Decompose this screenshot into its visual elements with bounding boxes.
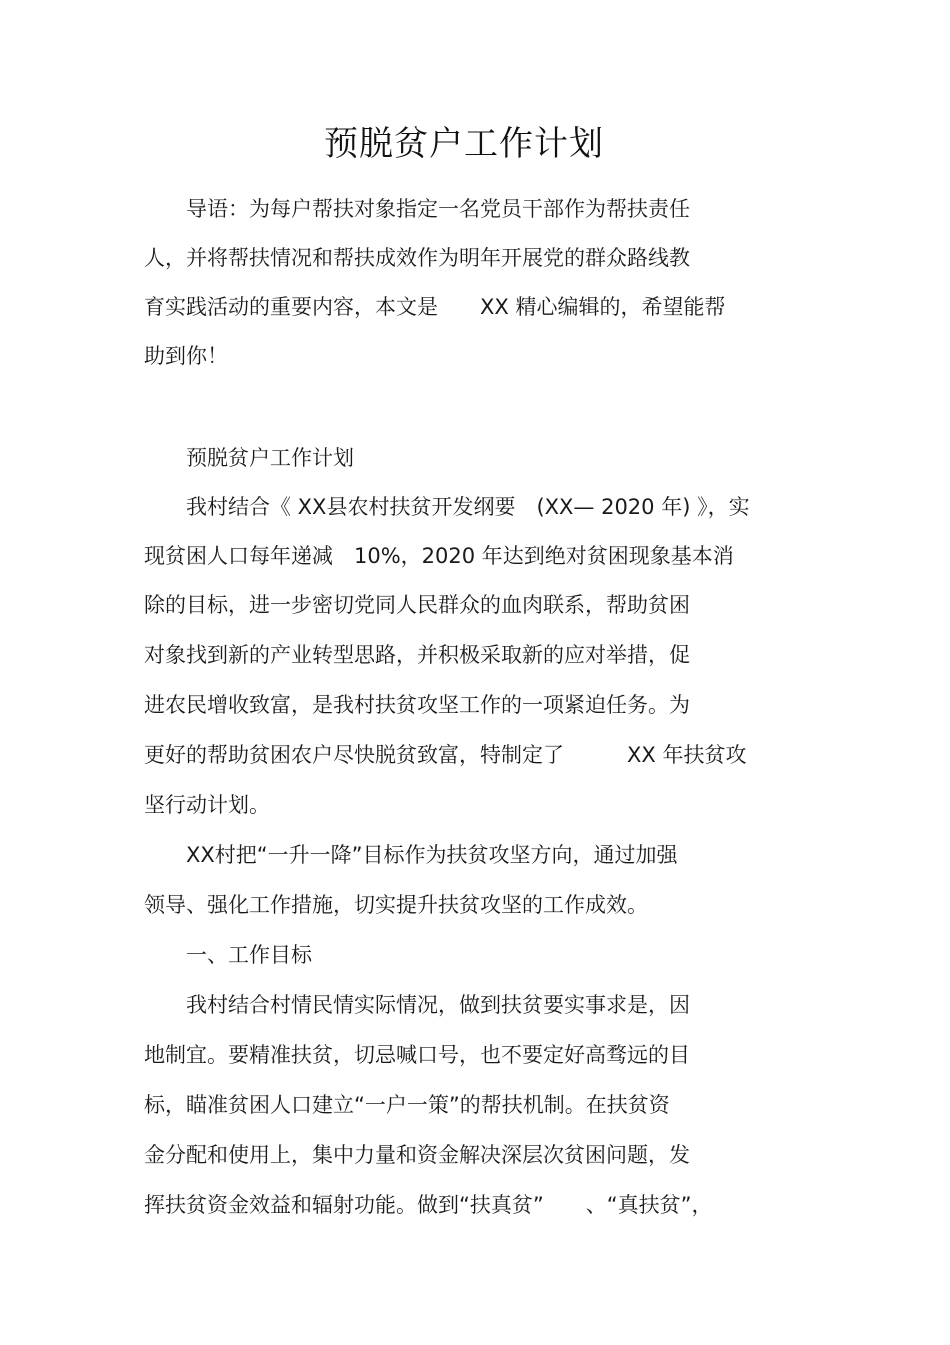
- paragraph-line: XX村把“一升一降”目标作为扶贫攻坚方向，通过加强: [144, 843, 678, 867]
- section-heading: 预脱贫户工作计划: [144, 446, 354, 470]
- paragraph-line: 对象找到新的产业转型思路，并积极采取新的应对举措，促: [144, 643, 690, 667]
- paragraph-line: 现贫困人口每年递减 10%，2020 年达到绝对贫困现象基本消: [144, 544, 734, 568]
- section-heading: 一、工作目标: [144, 943, 312, 967]
- document-title: 预脱贫户工作计划: [324, 124, 604, 164]
- paragraph-line: 金分配和使用上，集中力量和资金解决深层次贫困问题，发: [144, 1143, 690, 1167]
- paragraph-line: 除的目标，进一步密切党同人民群众的血肉联系，帮助贫困: [144, 593, 690, 617]
- paragraph-line: 更好的帮助贫困农户尽快脱贫致富，特制定了 XX 年扶贫攻: [144, 743, 747, 767]
- paragraph-line: 标，瞄准贫困人口建立“一户一策”的帮扶机制。在扶贫资: [144, 1093, 670, 1117]
- paragraph-line: 地制宜。要精准扶贫，切忌喊口号，也不要定好高骛远的目: [144, 1043, 690, 1067]
- paragraph-line: 领导、强化工作措施，切实提升扶贫攻坚的工作成效。: [144, 893, 648, 917]
- paragraph-line: 坚行动计划。: [144, 793, 270, 817]
- paragraph-line: 育实践活动的重要内容，本文是 XX 精心编辑的，希望能帮: [144, 295, 726, 319]
- paragraph-line: 助到你！: [144, 344, 228, 368]
- paragraph-line: 人，并将帮扶情况和帮扶成效作为明年开展党的群众路线教: [144, 246, 690, 270]
- paragraph-line: 挥扶贫资金效益和辐射功能。做到“扶真贫” 、“真扶贫”，: [144, 1193, 713, 1217]
- paragraph-line: 我村结合《 XX县农村扶贫开发纲要 (XX— 2020 年) 》，实: [144, 495, 750, 519]
- paragraph-line: 我村结合村情民情实际情况，做到扶贫要实事求是，因: [144, 993, 690, 1017]
- paragraph-line: 导语：为每户帮扶对象指定一名党员干部作为帮扶责任: [144, 197, 690, 221]
- paragraph-line: 进农民增收致富，是我村扶贫攻坚工作的一项紧迫任务。为: [144, 693, 690, 717]
